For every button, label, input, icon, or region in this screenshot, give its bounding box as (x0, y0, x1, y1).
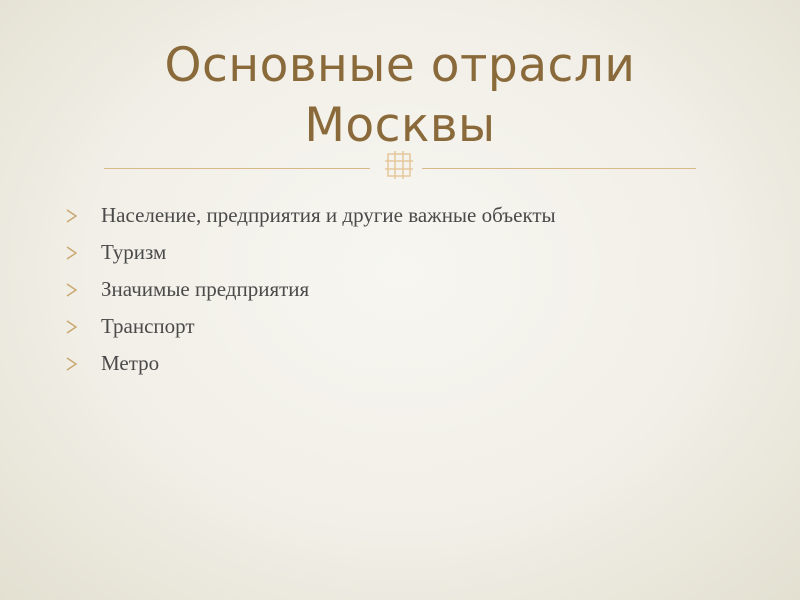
bullet-list (66, 200, 686, 385)
bullet-item (66, 237, 686, 267)
right-arrowhead-icon (66, 209, 78, 223)
bullet-item (66, 348, 686, 378)
bullet-item-label: Метро (101, 351, 160, 375)
bullet-item-label: Значимые предприятия (101, 277, 310, 301)
divider-line-right (422, 168, 696, 169)
title-divider (104, 150, 696, 180)
right-arrowhead-icon (66, 357, 78, 371)
slide-title (100, 36, 700, 156)
bullet-item-label: Население, предприятия и другие важные объекты (101, 203, 556, 227)
slide-title-line-1: Основные отрасли (164, 38, 636, 93)
bullet-item (66, 274, 686, 304)
bullet-item (66, 200, 686, 230)
right-arrowhead-icon (66, 320, 78, 334)
slide-title-line-2: Москвы (304, 98, 496, 153)
right-arrowhead-icon (66, 283, 78, 297)
right-arrowhead-icon (66, 246, 78, 260)
bullet-item-label: Туризм (101, 240, 167, 264)
bullet-item-label: Транспорт (101, 314, 195, 338)
divider-line-left (104, 168, 370, 169)
square-ornament-icon (384, 150, 414, 180)
bullet-item (66, 311, 686, 341)
